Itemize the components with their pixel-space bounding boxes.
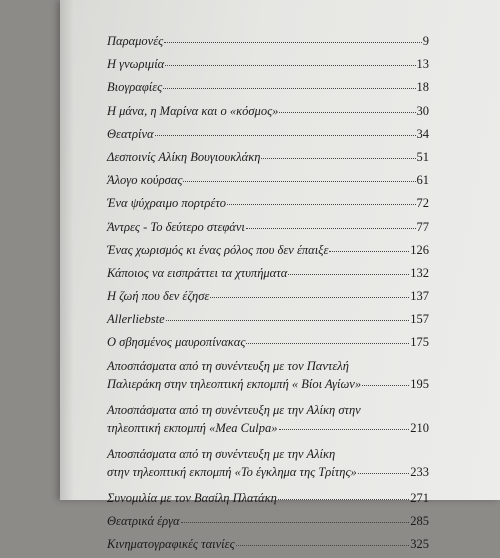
toc-entry-title: Αποσπάσματα από τη συνέντευξη με την Αλίκη στην bbox=[107, 402, 361, 417]
toc-entry-page: 51 bbox=[416, 149, 429, 164]
toc-entry-title: Θεατρικά έργα bbox=[107, 513, 180, 528]
table-of-contents bbox=[107, 32, 429, 558]
leader-dots bbox=[246, 343, 409, 344]
toc-entry bbox=[107, 125, 429, 148]
toc-entry-page: 233 bbox=[410, 464, 429, 479]
toc-entry-title: Άντρες - Το δεύτερο στεφάνι bbox=[107, 219, 245, 234]
leader-dots bbox=[329, 251, 409, 252]
toc-entry bbox=[107, 102, 429, 125]
toc-entry bbox=[107, 287, 429, 310]
toc-entry bbox=[107, 333, 429, 356]
toc-entry-page: 325 bbox=[410, 537, 429, 551]
leader-dots bbox=[362, 385, 409, 386]
toc-entry-page: 30 bbox=[416, 103, 429, 118]
toc-entry-title: Παραμονές bbox=[107, 34, 164, 48]
toc-entry-page: 195 bbox=[410, 376, 429, 391]
toc-entry-title: Αποσπάσματα από τη συνέντευξη με την Αλίκη bbox=[107, 446, 336, 461]
toc-entry-page: 72 bbox=[416, 196, 429, 211]
toc-entry bbox=[107, 445, 429, 489]
toc-entry bbox=[107, 171, 429, 194]
toc-entry bbox=[107, 194, 429, 217]
toc-entry bbox=[107, 148, 429, 171]
leader-dots bbox=[166, 320, 410, 321]
toc-entry-title: Η γνωριμία bbox=[107, 57, 165, 72]
toc-entry-title: Θεατρίνα bbox=[107, 126, 154, 141]
toc-entry bbox=[107, 264, 429, 287]
leader-dots bbox=[210, 297, 409, 298]
toc-entry bbox=[107, 218, 429, 241]
toc-entry-title-continued: τηλεοπτική εκπομπή «Mea Culpa» bbox=[107, 420, 278, 435]
toc-entry-title: Αποσπάσματα από τη συνέντευξη με τον Παντελή bbox=[107, 358, 349, 373]
leader-dots bbox=[163, 88, 415, 89]
toc-entry-title: Η ζωή που δεν έζησε bbox=[107, 289, 210, 304]
toc-entry bbox=[107, 357, 429, 401]
toc-entry-page: 271 bbox=[410, 490, 429, 505]
toc-entry-page: 175 bbox=[410, 335, 429, 350]
toc-entry-title: Η μάνα, η Μαρίνα και ο «κόσμος» bbox=[107, 103, 279, 118]
toc-entry bbox=[107, 78, 429, 101]
leader-dots bbox=[358, 473, 409, 474]
toc-entry-page: 13 bbox=[416, 57, 429, 72]
leader-dots bbox=[155, 135, 416, 136]
leader-dots bbox=[181, 522, 410, 523]
toc-entry-title: Κινηματογραφικές ταινίες bbox=[107, 537, 235, 551]
toc-entry-page: 61 bbox=[416, 173, 429, 188]
toc-entry-page: 157 bbox=[410, 312, 429, 327]
toc-entry-page: 9 bbox=[422, 34, 429, 48]
leader-dots bbox=[279, 112, 415, 113]
leader-dots bbox=[236, 545, 410, 546]
toc-entry-page: 132 bbox=[410, 265, 429, 280]
toc-entry-page: 137 bbox=[410, 289, 429, 304]
toc-entry-page: 77 bbox=[416, 219, 429, 234]
leader-dots bbox=[279, 429, 410, 430]
toc-entry-title: Κάποιος να εισπράττει τα χτυπήματα bbox=[107, 265, 288, 280]
leader-dots bbox=[288, 274, 409, 275]
leader-dots bbox=[183, 181, 415, 182]
toc-entry bbox=[107, 241, 429, 264]
leader-dots bbox=[261, 158, 415, 159]
leader-dots bbox=[227, 204, 415, 205]
toc-entry bbox=[107, 310, 429, 333]
leader-dots bbox=[165, 65, 415, 66]
toc-entry-page: 126 bbox=[410, 242, 429, 257]
toc-entry-title: Συνομιλία με τον Βασίλη Πλατάκη bbox=[107, 490, 277, 505]
toc-entry-title-continued: στην τηλεοπτική εκπομπή «Το έγκλημα της Τρίτης» bbox=[107, 464, 357, 479]
toc-entry-title: Ο σβησμένος μαυροπίνακας bbox=[107, 335, 246, 350]
toc-entry-page: 34 bbox=[416, 126, 429, 141]
toc-entry bbox=[107, 55, 429, 78]
toc-entry-page: 285 bbox=[410, 513, 429, 528]
toc-entry bbox=[107, 535, 429, 558]
toc-entry-title: Βιογραφίες bbox=[107, 80, 163, 95]
toc-entry bbox=[107, 401, 429, 445]
leader-dots bbox=[246, 228, 416, 229]
toc-entry-page: 210 bbox=[410, 420, 429, 435]
toc-entry-page: 18 bbox=[416, 80, 429, 95]
toc-entry-title: Άλογο κούρσας bbox=[107, 173, 183, 188]
leader-dots bbox=[278, 499, 409, 500]
toc-entry-title: Ένας χωρισμός κι ένας ρόλος που δεν έπαιξε bbox=[107, 242, 329, 257]
toc-entry bbox=[107, 32, 429, 55]
toc-entry-title-continued: Παλιεράκη στην τηλεοπτική εκπομπή « Βίοι Αγίων» bbox=[107, 376, 362, 391]
toc-entry-title: Allerliebste bbox=[107, 312, 165, 327]
toc-entry bbox=[107, 512, 429, 535]
toc-entry-title: Δεσποινίς Αλίκη Βουγιουκλάκη bbox=[107, 149, 261, 164]
leader-dots bbox=[164, 42, 422, 43]
toc-entry bbox=[107, 489, 429, 512]
toc-entry-title: Ένα ψύχραιμο πορτρέτο bbox=[107, 196, 227, 211]
